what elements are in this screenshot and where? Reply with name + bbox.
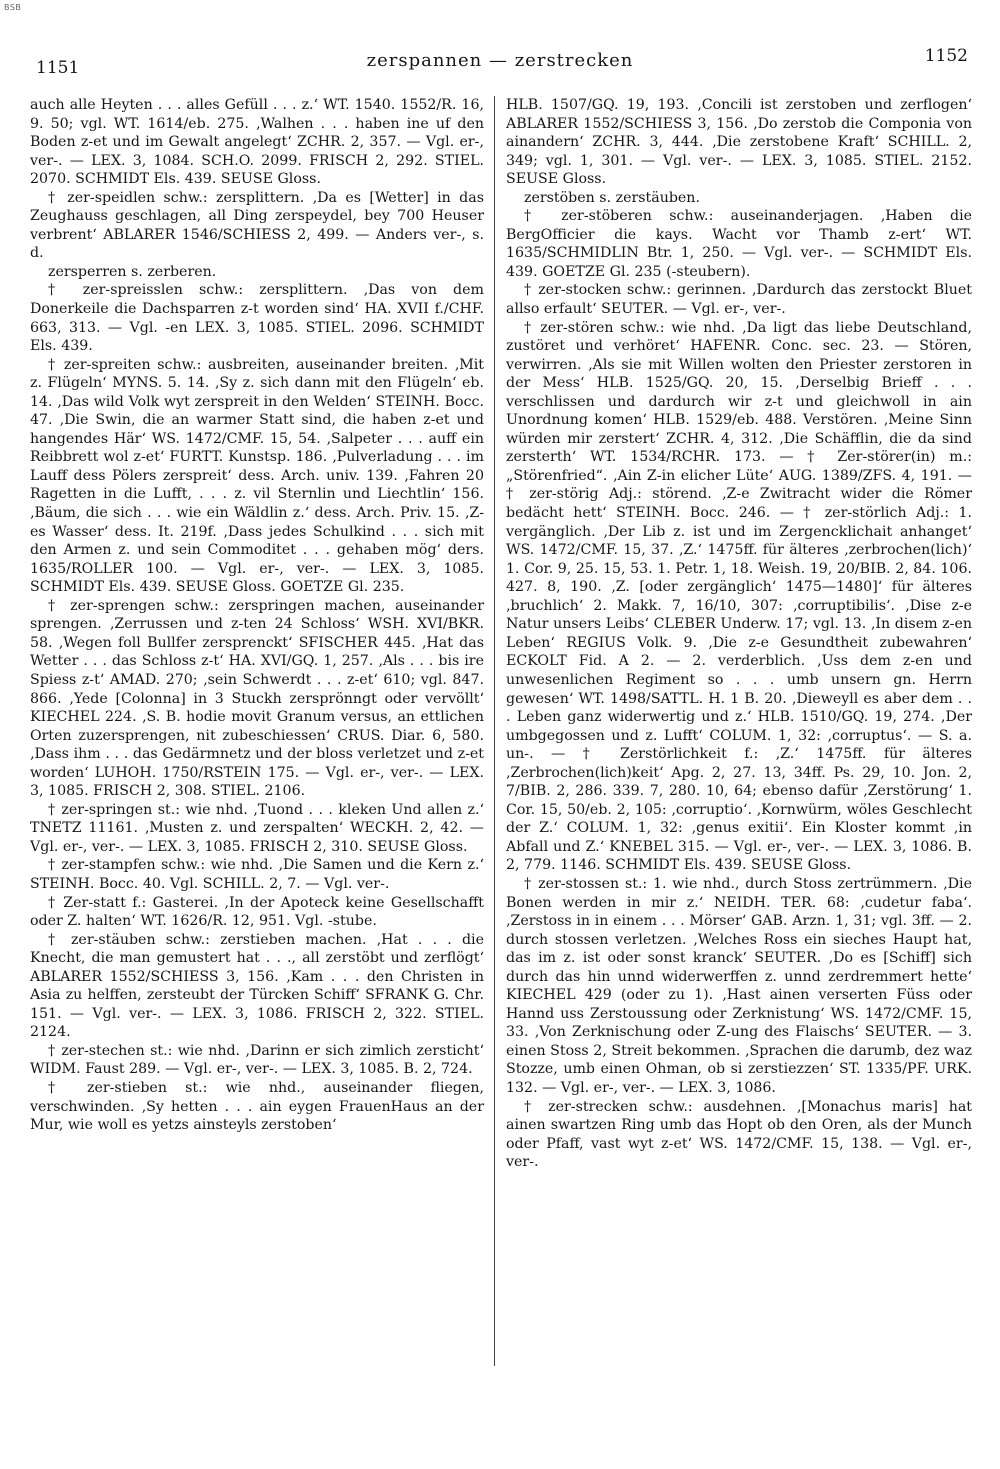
dictionary-entry: † zer-stechen st.: wie nhd. ‚Darinn er sich zimlich zersticht‘ WIDM. Faust 289. — Vgl. er-, ver-. — LEX. 3, 1085. B. 2, 724. — [30, 1042, 484, 1078]
column-divider — [494, 96, 495, 1366]
dictionary-entry: † zer-stieben st.: wie nhd., auseinander fliegen, verschwinden. ‚Sy hetten . . . ain eygen FrauenHaus an der Mur, wie woll es yetzs ainsteyls zerstoben‘ — [30, 1079, 484, 1134]
page-header — [30, 40, 970, 80]
dictionary-entry: † zer-speidlen schw.: zersplittern. ‚Da es [Wetter] in das Zeughauss geschlagen, all Ding zerspeydel, bey 700 Heuser verbrent‘ ABLARER 1546/SCHIESS 2, 499. — Anders ver-, s. d. — [30, 189, 484, 262]
dictionary-entry: † zer-stäuben schw.: zerstieben machen. ‚Hat . . . die Knecht, die man gemustert hat . . ., all zerstöbt und zerflögt‘ ABLARER 1552/SCHIESS 3, 156. ‚Kam . . . den Christen in Asia zu helffen, zersteubt der Türcken Schiff‘ SFRANK G. Chr. 151. — Vgl. ver-. — LEX. 3, 1086. FRISCH 2, 322. STIEL. 2124. — [30, 931, 484, 1041]
dictionary-entry: † zer-spreisslen schw.: zersplittern. ‚Das von dem Donerkeile die Dachsparren z-t worden sind‘ HA. XVII f./CHF. 663, 313. — Vgl. -en LEX. 3, 1085. STIEL. 2096. SCHMIDT Els. 439. — [30, 282, 484, 355]
running-head: zerspannen — zerstrecken — [366, 50, 634, 71]
dictionary-entry: † zer-stöberen schw.: auseinanderjagen. ‚Haben die BergOfficier die kays. Wacht vor Thamb z-ert‘ WT. 1635/SCHMIDLIN Btr. 1, 250. — Vgl. ver-. — SCHMIDT Els. 439. GOETZE Gl. 235 (-steubern). — [506, 208, 972, 280]
dictionary-entry: † zer-sprengen schw.: zerspringen machen, auseinander sprengen. ‚Zerrussen und z-ten 24 Schloss‘ WSH. XVI/BKR. 58. ‚Wegen foll Bullfer zersprenckt‘ SFISCHER 445. ‚Hat das Wetter . . . das Schloss z-t‘ HA. XVI/GQ. 1, 257. ‚Als . . . bis ire Spiess z-t‘ AMAD. 270; ‚sein Schwerdt . . . z-et‘ 610; vgl. 847. 866. ‚Yede [Colonna] in 3 Stuckh zersprönngt oder vervöllt‘ KIECHEL 224. ‚S. B. hodie movit Granum versus, an ettlichen Orten zuzersprengen, nit zubeschiessen‘ CRUS. Diar. 6, 580. ‚Dass ihm . . . das Gedärmnetz und der bloss verletzet und z-et worden‘ LUHOH. 1750/RSTEIN 175. — Vgl. er-, ver-. — LEX. 3, 1085. FRISCH 2, 308. STIEL. 2106. — [30, 597, 484, 800]
dictionary-entry: zersperren s. zerberen. — [48, 263, 217, 280]
dictionary-entry: † zer-strecken schw.: ausdehnen. ‚[Monachus maris] hat ainen swartzen Ring umb das Hopt ob den Oren, als der Munch oder Pfaff, vast wyt z-et‘ WS. 1472/CMF. 15, 138. — Vgl. er-, ver-. — [506, 1098, 972, 1171]
dictionary-entry: † zer-spreiten schw.: ausbreiten, auseinander breiten. ‚Mit z. Flügeln‘ MYNS. 5. 14. ‚Sy z. sich dann mit den Flügeln‘ eb. 14. ‚Das wild Volk wyt zerspreit in den Welden‘ STEINH. Bocc. 47. ‚Die Swin, die an warmer Statt sind, die haben z-et und hangendes Här‘ WS. 1472/CMF. 15, 54. ‚Salpeter . . . auff ein Reibbrett wol z-et‘ FURTT. Kunstsp. 186. ‚Pulverladung . . . im Lauff dess Pölers zerspreit‘ dess. Arch. univ. 139. ‚Fahren 20 Ragetten in die Lufft, . . . z. vil Sternlin und Liechtlin‘ 156. ‚Bäum, die sich . . . wie ein Wäldlin z.‘ dess. Arch. Priv. 15. ‚Z-es Wasser‘ dess. It. 219f. ‚Dass jedes Schulkind . . . sich mit den Armen z. und sein Commoditet . . . gehaben mög‘ ders. 1635/ROLLER 100. — Vgl. er-, ver-. — LEX. 3, 1085. SCHMIDT Els. 439. SEUSE Gloss. GOETZE Gl. 235. — [30, 356, 484, 596]
right-column — [506, 96, 972, 1459]
library-stamp: BSB — [4, 3, 22, 12]
dictionary-entry: † Zer-statt f.: Gasterei. ‚In der Apoteck keine Gesellschafft oder Z. halten‘ WT. 1626/R. 12, 951. Vgl. -stube. — [30, 894, 484, 930]
dictionary-entry: † zer-stören schw.: wie nhd. ‚Da ligt das liebe Deutschland, zustöret und verhöret‘ HAFENR. Conc. sec. 23. — Stören, verwirren. ‚Als sie mit Willen wolten den Priester zerstoren in der Mess‘ HLB. 1525/GQ. 20, 15. ‚Derselbig Brieff . . . verschlissen und dardurch wir z-t und gleichwoll in ain Unordnung komen‘ HLB. 1529/eb. 488. Verstören. ‚Meine Sinn würden mir zerstert‘ ZCHR. 4, 312. ‚Die Schäfflin, die da sind zersterth‘ WT. 1534/RCHR. 173. — † Zer-störer(in) m.: „Störenfried“. ‚Ain Z-in elicher Lüte‘ AUG. 1389/ZFS. 4, 191. — † zer-störig Adj.: störend. ‚Z-e Zwitracht wider die Römer bedächt hett‘ STEINH. Bocc. 246. — † zer-störlich Adj.: 1. vergänglich. ‚Der Lib z. ist und im Zergencklichait anhanget‘ WS. 1472/CMF. 15, 37. ‚Z.‘ 1475ff. für älteres ‚zerbrochen(lich)‘ 1. Cor. 9, 25. 15, 53. 1. Petr. 1, 18. Weish. 19, 20/BIB. 2, 84. 106. 427. 8, 190. ‚Z. [oder zergänglich‘ 1475—1480]‘ für älteres ‚bruchlich‘ 2. Makk. 7, 16/10, 307: ‚corruptibilis‘. ‚Dise z-e Natur unsers Leibs‘ CLEBER Underw. 17; vgl. 13. ‚In disem z-en Leben‘ REGIUS Volk. 9. ‚Die z-e Gesundtheit zubewahren‘ ECKOLT Fid. A 2. — 2. verderblich. ‚Uss dem z-en und unwesenlichen Regiment so . . . umb unsern gn. Herrn gewesen‘ WT. 1498/SATTL. H. 1 B. 20. ‚Dieweyll es aber dem . . . Leben ganz widerwertig und z.‘ HLB. 1510/GQ. 19, 274. ‚Der umbgegossen und z. Lufft‘ COLUM. 1, 32: ‚corruptus‘. — S. a. un-. — † Zerstörlichkeit f.: ‚Z.‘ 1475ff. für älteres ‚Zerbrochen(lich)keit‘ Apg. 2, 27. 13, 34ff. Ps. 29, 10. Jon. 2, 7/BIB. 2, 286. 339. 7, 280. 10, 64; ebenso dafür ‚Zerstörung‘ 1. Cor. 15, 50/eb. 2, 105: ‚corruptio‘. ‚Kornwürm, wöles Geschlecht der Z.‘ COLUM. 1, 32: ‚genus exitii‘. Ein Kloster kommt ‚in Abfall und Z.‘ KNEBEL 315. — Vgl. er-, ver-. — LEX. 3, 1086. B. 2, 779. 1146. SCHMIDT Els. 439. SEUSE Gloss. — [506, 319, 972, 874]
dictionary-entry: † zer-stampfen schw.: wie nhd. ‚Die Samen und die Kern z.‘ STEINH. Bocc. 40. Vgl. SCHILL. 2, 7. — Vgl. ver-. — [30, 857, 484, 892]
dictionary-entry: † zer-springen st.: wie nhd. ‚Tuond . . . kleken Und allen z.‘ TNETZ 11161. ‚Musten z. und zerspalten‘ WECKH. 2, 42. — Vgl. er-, ver-. — LEX. 3, 1085. FRISCH 2, 310. SEUSE Gloss. — [30, 801, 484, 855]
left-page-number: 1151 — [36, 58, 80, 78]
dictionary-entry: † zer-stossen st.: 1. wie nhd., durch Stoss zertrümmern. ‚Die Bonen werden in mir z.‘ NEIDH. TER. 68: ‚cudetur faba‘. ‚Zerstoss in in einem . . . Mörser‘ GAB. Arzn. 1, 31; vgl. 3ff. — 2. durch stossen verletzen. ‚Welches Ross ein sieches Haupt hat, das im z. ist oder sonst kranck‘ SEUTER. ‚Do es [Schiff] sich durch das hin unnd widerwerffen z. unnd zerdremmert hette‘ KIECHEL 429 (oder zu 1). ‚Hast ainen verserten Füss oder Hannd uss Zerstoussung oder Zerknistung‘ WS. 1472/CMF. 15, 33. ‚Von Zerknischung oder Z-ung des Flaischs‘ SEUTER. — 3. einen Stoss 2, Streit bekommen. ‚Sprachen die darumb, dez waz Stozze, umb einen Ohman, ob si zerstiezzen‘ ST. 1335/PF. URK. 132. — Vgl. er-, ver-. — LEX. 3, 1086. — [506, 875, 972, 1096]
dictionary-entry: HLB. 1507/GQ. 19, 193. ‚Concili ist zerstoben und zerflogen‘ ABLARER 1552/SCHIESS 3, 156. ‚Do zerstob die Componia von ainandern‘ ZCHR. 3, 444. ‚Die zerstobene Kraft‘ SCHILL. 2, 349; vgl. 1, 301. — Vgl. ver-. — LEX. 3, 1085. STIEL. 2152. SEUSE Gloss. — [506, 97, 972, 188]
dictionary-entry: † zer-stocken schw.: gerinnen. ‚Dardurch das zerstockt Bluet allso erfault‘ SEUTER. — Vgl. er-, ver-. — [506, 282, 972, 318]
right-page-number: 1152 — [924, 46, 968, 66]
dictionary-entry: zerstöben s. zerstäuben. — [524, 189, 700, 206]
dictionary-entry: auch alle Heyten . . . alles Gefüll . . . z.‘ WT. 1540. 1552/R. 16, 9. 50; vgl. WT. 1614/eb. 275. ‚Walhen . . . haben ine uf den Boden z-et und im Gewalt angelegt‘ ZCHR. 2, 357. — Vgl. er-, ver-. — LEX. 3, 1084. SCH.O. 2099. FRISCH 2, 292. STIEL. 2070. SCHMIDT Els. 439. SEUSE Gloss. — [30, 97, 484, 188]
left-column — [30, 96, 494, 1459]
